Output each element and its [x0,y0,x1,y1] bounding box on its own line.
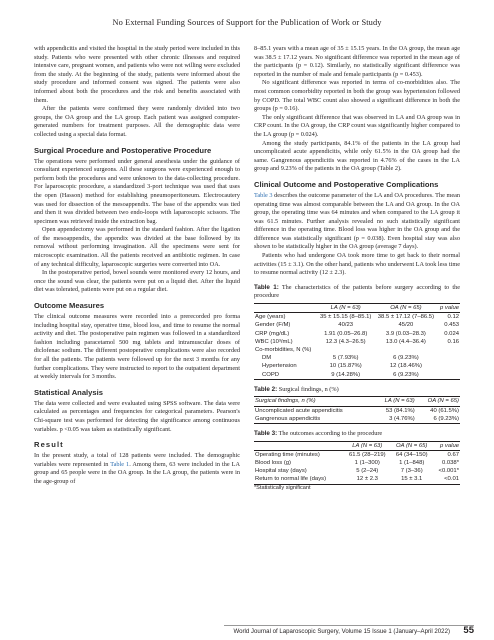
paragraph: The operations were performed under general anesthesia under the guidance of consultant experienced surgeons. All these surgeons were experienced enough to perform both the procedures and were unknown to the data-collecting procedure. For laparoscopic procedure, a standardized 3-port technique was used that uses the open (Hasson) method for establishing pneumoperitoneum. Electrocautery was used for dissection of the mesoappendix. The base of the appendix was tied and then it was divided between two endo-loops with laparoscopic scissors. The specimen was retrieved inside the extraction bag. [34,157,240,225]
table-row [254,459,460,467]
table-cell: 1 (1–300) [354,460,380,467]
table-cell: Co-morbidities, N (%) [255,347,312,354]
table-cell: Operating time (minutes) [255,451,320,458]
table-label: Table 3: [254,430,278,438]
table-cell: 38.5 ± 17.12 (7–86.5) [377,314,435,321]
paragraph: No significant difference was reported in terms of co-morbidities also. The most common comorbidity reported in both the group was hypertension followed by COPD. The total WBC count also showed a significant difference in both the groups (p = 0.16). [254,79,460,113]
table-cell: 15 ± 3.1 [391,475,432,484]
table-cell: 9 (14.28%) [317,371,375,380]
table-cell [317,346,375,354]
header-cell [254,441,344,450]
table-row [254,338,460,346]
table-row [254,330,460,338]
table-cell: <0.001* [438,468,459,475]
table-row [254,475,460,484]
table-cell [437,371,460,380]
table-row [254,450,460,459]
table-cell: 6 (9.23%) [393,355,419,362]
table-cell: 40 (61.5%) [430,407,459,414]
table-cell [374,346,437,354]
left-column [34,45,240,487]
section-heading: Outcome Measures [34,301,105,311]
table-header-row [254,304,460,313]
table-row [254,406,460,415]
table-cell: 1.91 (0.05–26.8) [324,330,368,337]
table-cell: 0.038* [441,460,459,467]
header-cell: Surgical findings, n (%) [254,397,373,406]
table-cell: WBC (10³/mL) [255,338,293,345]
table-row [254,321,460,329]
table-cell: 53 (84.1%) [385,407,415,414]
header-cell: LA (N = 63) [344,441,391,450]
table-label: Table 2: [254,385,278,393]
table-cell: 3.9 (0.03–28.3) [385,330,426,337]
table-cell: 35 ± 15.15 (8–85.1) [319,314,372,321]
table-label: Table 1: [254,283,279,291]
table-cell: 12.3 (4.3–26.5) [325,338,366,345]
table-cell: 13.0 (4.4–36.4) [385,338,426,345]
table-cell: 1 (1–848) [399,460,425,467]
caption-text: The outcomes according to the procedure [277,430,383,438]
running-header: No External Funding Sources of Support for the Publication of Work or Study [112,18,382,27]
table-cell: 0.453 [444,322,459,329]
table-cell [437,354,460,362]
table-cell: 64 (34–150) [395,451,428,458]
table-cell: Uncomplicated acute appendicitis [255,407,343,414]
text-run: . Among them, 63 were included in the LA group and 65 people were in the OA group. In the LA group, the patients were in the age-group of [34,460,240,485]
section-heading: Surgical Procedure and Postoperative Procedure [34,145,212,155]
paragraph: Patients who had undergone OA took more time to get back to their normal activities (15 ± 3.1). On the other hand, patients who underwent LA took less time to resume normal activity (12 ± 2.3). [254,252,460,277]
table-footnote: *Statistically significant [254,484,311,491]
section-heading: Statistical Analysis [34,387,103,397]
table-caption [254,386,460,395]
table-2 [254,396,460,424]
table-header-row [254,441,460,450]
table-cell: COPD [254,371,317,380]
table-cell: 0.024 [444,330,459,337]
table-link[interactable]: Table 3 [254,191,273,199]
table-cell: 5 (7.93%) [332,355,359,362]
table-cell: CRP (mg/dL) [255,330,290,337]
header-cell: OA (N = 65) [416,397,460,406]
table-cell: Blood loss (g) [255,460,292,467]
table-cell: 6 (9.23%) [416,415,460,424]
paragraph: Among the study participants, 84.1% of the patients in the LA group had uncomplicated acute appendicitis, while only 61.5% in the OA group had the same. Gangrenous appendicitis was reported in 4.76% of the cases in the LA group and 9.23% of the patients in the OA group (Table 2). [254,139,460,173]
table-cell: Return to normal life (days) [254,475,344,484]
paragraph: The clinical outcome measures were recorded into a prerecorded pro forma including hospital stay, operative time, blood loss, and time to resume the normal activity and diet. The postoperative pain regimen was followed in a standardized fashion including paracetamol 500 mg tablets and intramuscular doses of diclofenac sodium. The different postoperative complications were also recorded for all the patients. The patients were followed up for the next 3 months for any further complications. They were instructed to report to the outpatient department at weekly intervals for 3 months. [34,313,240,381]
table-cell: 3 (4.76%) [373,415,416,424]
table-cell [437,346,460,354]
footer-rule [224,625,474,626]
paragraph: Open appendectomy was performed in the standard fashion. After the ligation of the mesoappendix, the appendix was divided at the base followed by its removal without performing invagination. All the specimens were sent for microscopic examination. All the patients received an antibiotic regimen. In case of any technical difficulty, laparoscopic surgeries were converted into OA. [34,226,240,268]
table-caption [254,430,460,439]
caption-text: The characteristics of the patients before surgery according to the procedure [254,283,460,300]
paragraph: with appendicitis and visited the hospital in the study period were included in this study. Patients who were presented with other chronic illnesses and required intensive care, pregnant women, and patients who were not willing were excluded from the study. At the beginning of the study, patients were informed about the study procedure and informed consent was signed. The patients were also informed about both the procedures and the risk and benefits associated with them. [34,45,240,104]
page-number: 55 [463,625,474,636]
table-cell: DM [262,355,272,362]
page-footer [226,627,474,637]
table-cell: 40/23 [338,322,354,329]
table-row [254,371,460,380]
table-row [254,362,460,370]
text-run: describes the outcome parameter of the LA and OA procedures. The mean operating time was almost comparable between the LA and OA group. In the OA group, the operating time was 64 minutes and when compared to the LA group it was 61.5 minutes. Further analysis revealed no such statistically significant difference in the operating time. Blood loss was higher in the OA group and the difference was statistically significant (p = 0.038). Even hospital stay was also shown to be statistically higher in the OA group (average 7 days). [254,191,461,251]
section-heading: Result [34,440,64,450]
table-row [254,415,460,424]
table-cell: <0.01 [432,475,460,484]
paragraph: The only significant difference that was observed in LA and OA group was in CRP count. In the OA group, the CRP count was significantly higher compared to the LA group (p = 0.024). [254,113,460,138]
header-cell: LA (N = 63) [373,397,416,406]
paragraph [34,452,240,486]
table-cell: Gender (F/M) [255,322,291,329]
table-cell: 5 (2–24) [356,468,379,475]
table-cell: 6 (9.23%) [374,371,437,380]
table-cell: Hospital stay (days) [255,468,307,475]
paragraph: In the postoperative period, bowel sounds were monitored every 12 hours, and once the sound was clear, the patients were put on a liquid diet. After the liquid diet was tolerated, patients were put on a regular diet. [34,269,240,294]
right-column [254,45,460,492]
header-cell: p value [437,304,460,313]
table-caption [254,284,460,301]
table-link[interactable]: Table 1 [110,460,130,468]
header-cell: LA (N = 63) [317,304,375,313]
header-cell: p value [432,441,460,450]
table-1 [254,303,460,380]
table-cell: 45/20 [398,322,414,329]
table-cell: 0.16 [447,338,459,345]
table-cell [437,362,460,370]
paragraph: After the patients were confirmed they were randomly divided into two groups, the OA group and the LA group. Each patient was assigned computer-generated numbers for treatment purposes. All the demographic data were collected using a special data format. [34,105,240,138]
table-cell: Age (years) [255,314,286,321]
table-cell: 12 (18.46%) [389,363,422,370]
table-cell: 0.67 [447,451,459,458]
table-row [254,467,460,475]
table-cell: 61.5 (28–219) [348,451,386,458]
table-3 [254,441,460,485]
caption-text: Surgical findings, n (%) [277,385,339,393]
paragraph: The data were collected and were evaluated using SPSS software. The data were calculated as percentages and frequencies for categorical parameters. Pearson's Chi-square test was performed for detecting the significance among continuous variables. p <0.05 was taken as statistically significant. [34,399,240,433]
table-cell: 0.12 [447,314,459,321]
table-cell: 7 (3–36) [400,468,423,475]
table-row [254,354,460,362]
journal-citation: World Journal of Laparoscopic Surgery, Volume 15 Issue 1 (January–April 2022) [233,628,450,635]
paragraph: 8–85.1 years with a mean age of 35 ± 15.15 years. In the OA group, the mean age was 38.5 ± 17.12 years. No significant difference was reported in the mean age of the participants (p = 0.12). Similarly, no statistically significant difference was reported in the number of male and female participants (p = 0.453). [254,45,460,78]
table-header-row [254,397,460,406]
header-cell [254,304,317,313]
paragraph [254,192,460,252]
table-cell: 10 (15.87%) [329,363,362,370]
header-cell: OA (N = 65) [391,441,432,450]
table-cell: Hypertension [262,363,297,370]
table-cell: 12 ± 2.3 [344,475,391,484]
table-cell: Gangrenous appendicitis [254,415,373,424]
table-row [254,313,460,322]
table-row [254,346,460,354]
section-heading: Clinical Outcome and Postoperative Complications [254,179,439,189]
text-run: In the present study, a total of 128 patients were included. The demographic variables were represented in [34,452,240,468]
header-cell: OA (N = 65) [374,304,437,313]
